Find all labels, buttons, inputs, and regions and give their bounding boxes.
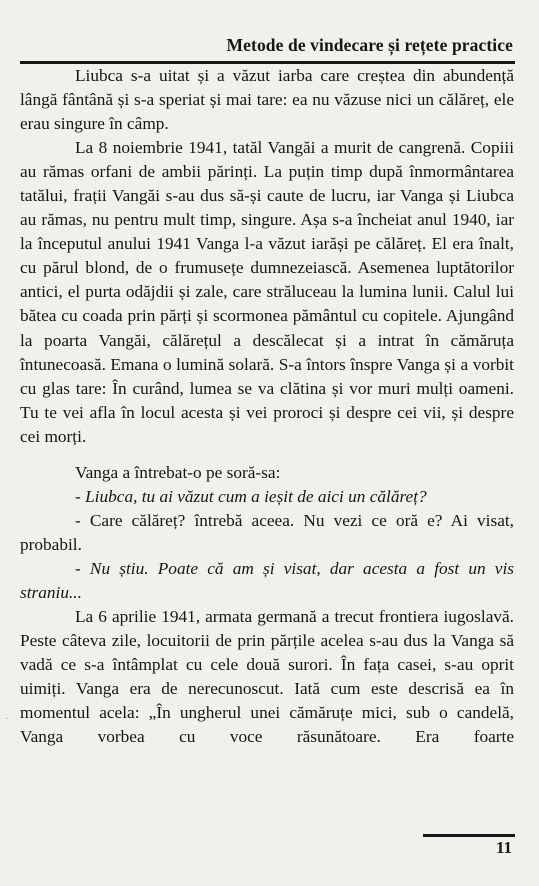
dialog-line-3: - Nu știu. Poate că am și visat, dar acesta a fost un vis straniu... bbox=[20, 558, 514, 602]
page-number: 11 bbox=[495, 838, 512, 857]
running-header: Metode de vindecare și rețete practice bbox=[226, 35, 513, 55]
paragraph-4: La 6 aprilie 1941, armata germană a trecut frontiera iugoslavă. Peste câteva zile, locuitorii de prin părțile acelea s-au dus la Vanga să vadă ce s-a întâmplat cu cele două surori. În fața casei, s-au oprit uimiți. Vanga era de nerecunoscut. Iată cum este descrisă ea în momentul acela: „În ungherul unei cămăruțe mici, sub o candelă, Vanga vorbea cu voce răsunătoare. Era foarte bbox=[20, 607, 514, 747]
paragraph-2: La 8 noiembrie 1941, tatăl Vangăi a murit de cangrenă. Copiii au rămas orfani de ambii părinți. La puțin timp după înmormântarea tatălui, frații Vangăi s-au dus să-și caute de lucru, iar Vanga și Liubca au rămas, nu pentru mult timp, singure. Așa s-a încheiat anul 1940, iar la începutul anului 1941 Vanga l-a văzut iarăși pe călăreț. El era înalt, cu părul blond, de o frumusețe dumnezeiască. Asemenea luptătorilor antici, el purta odăjdii și zale, care străluceau la lumina lunii. Calul lui bătea cu coada prin părți și scormonea pământul cu copitele. Ajungând la poarta Vangăi, călărețul a descălecat și a intrat în cămăruța întunecoasă. Emana o lumină solară. S-a întors înspre Vanga și a vorbit cu glas tare: În curând, lumea se va clătina și vor muri mulți oameni. Tu te vei afla în locul acesta și vei proroci și despre cei vii, și despre cei morți. bbox=[20, 138, 514, 446]
dialog-line-1: - Liubca, tu ai văzut cum a ieșit de aici un călăreț? bbox=[75, 486, 427, 506]
footer-rule bbox=[423, 834, 515, 837]
margin-smudge: · bbox=[5, 714, 9, 725]
dialog-line-2: - Care călăreț? întrebă aceea. Nu vezi ce oră e? Ai visat, probabil. bbox=[20, 510, 514, 554]
body-text bbox=[20, 64, 514, 749]
paragraph-1: Liubca s-a uitat și a văzut iarba care creștea din abundență lângă fântână și s-a speriat și mai tare: ea nu văzuse nici un călăreț, ele erau singure în câmp. bbox=[20, 66, 514, 134]
paragraph-3: Vanga a întrebat-o pe soră-sa: bbox=[75, 462, 281, 482]
